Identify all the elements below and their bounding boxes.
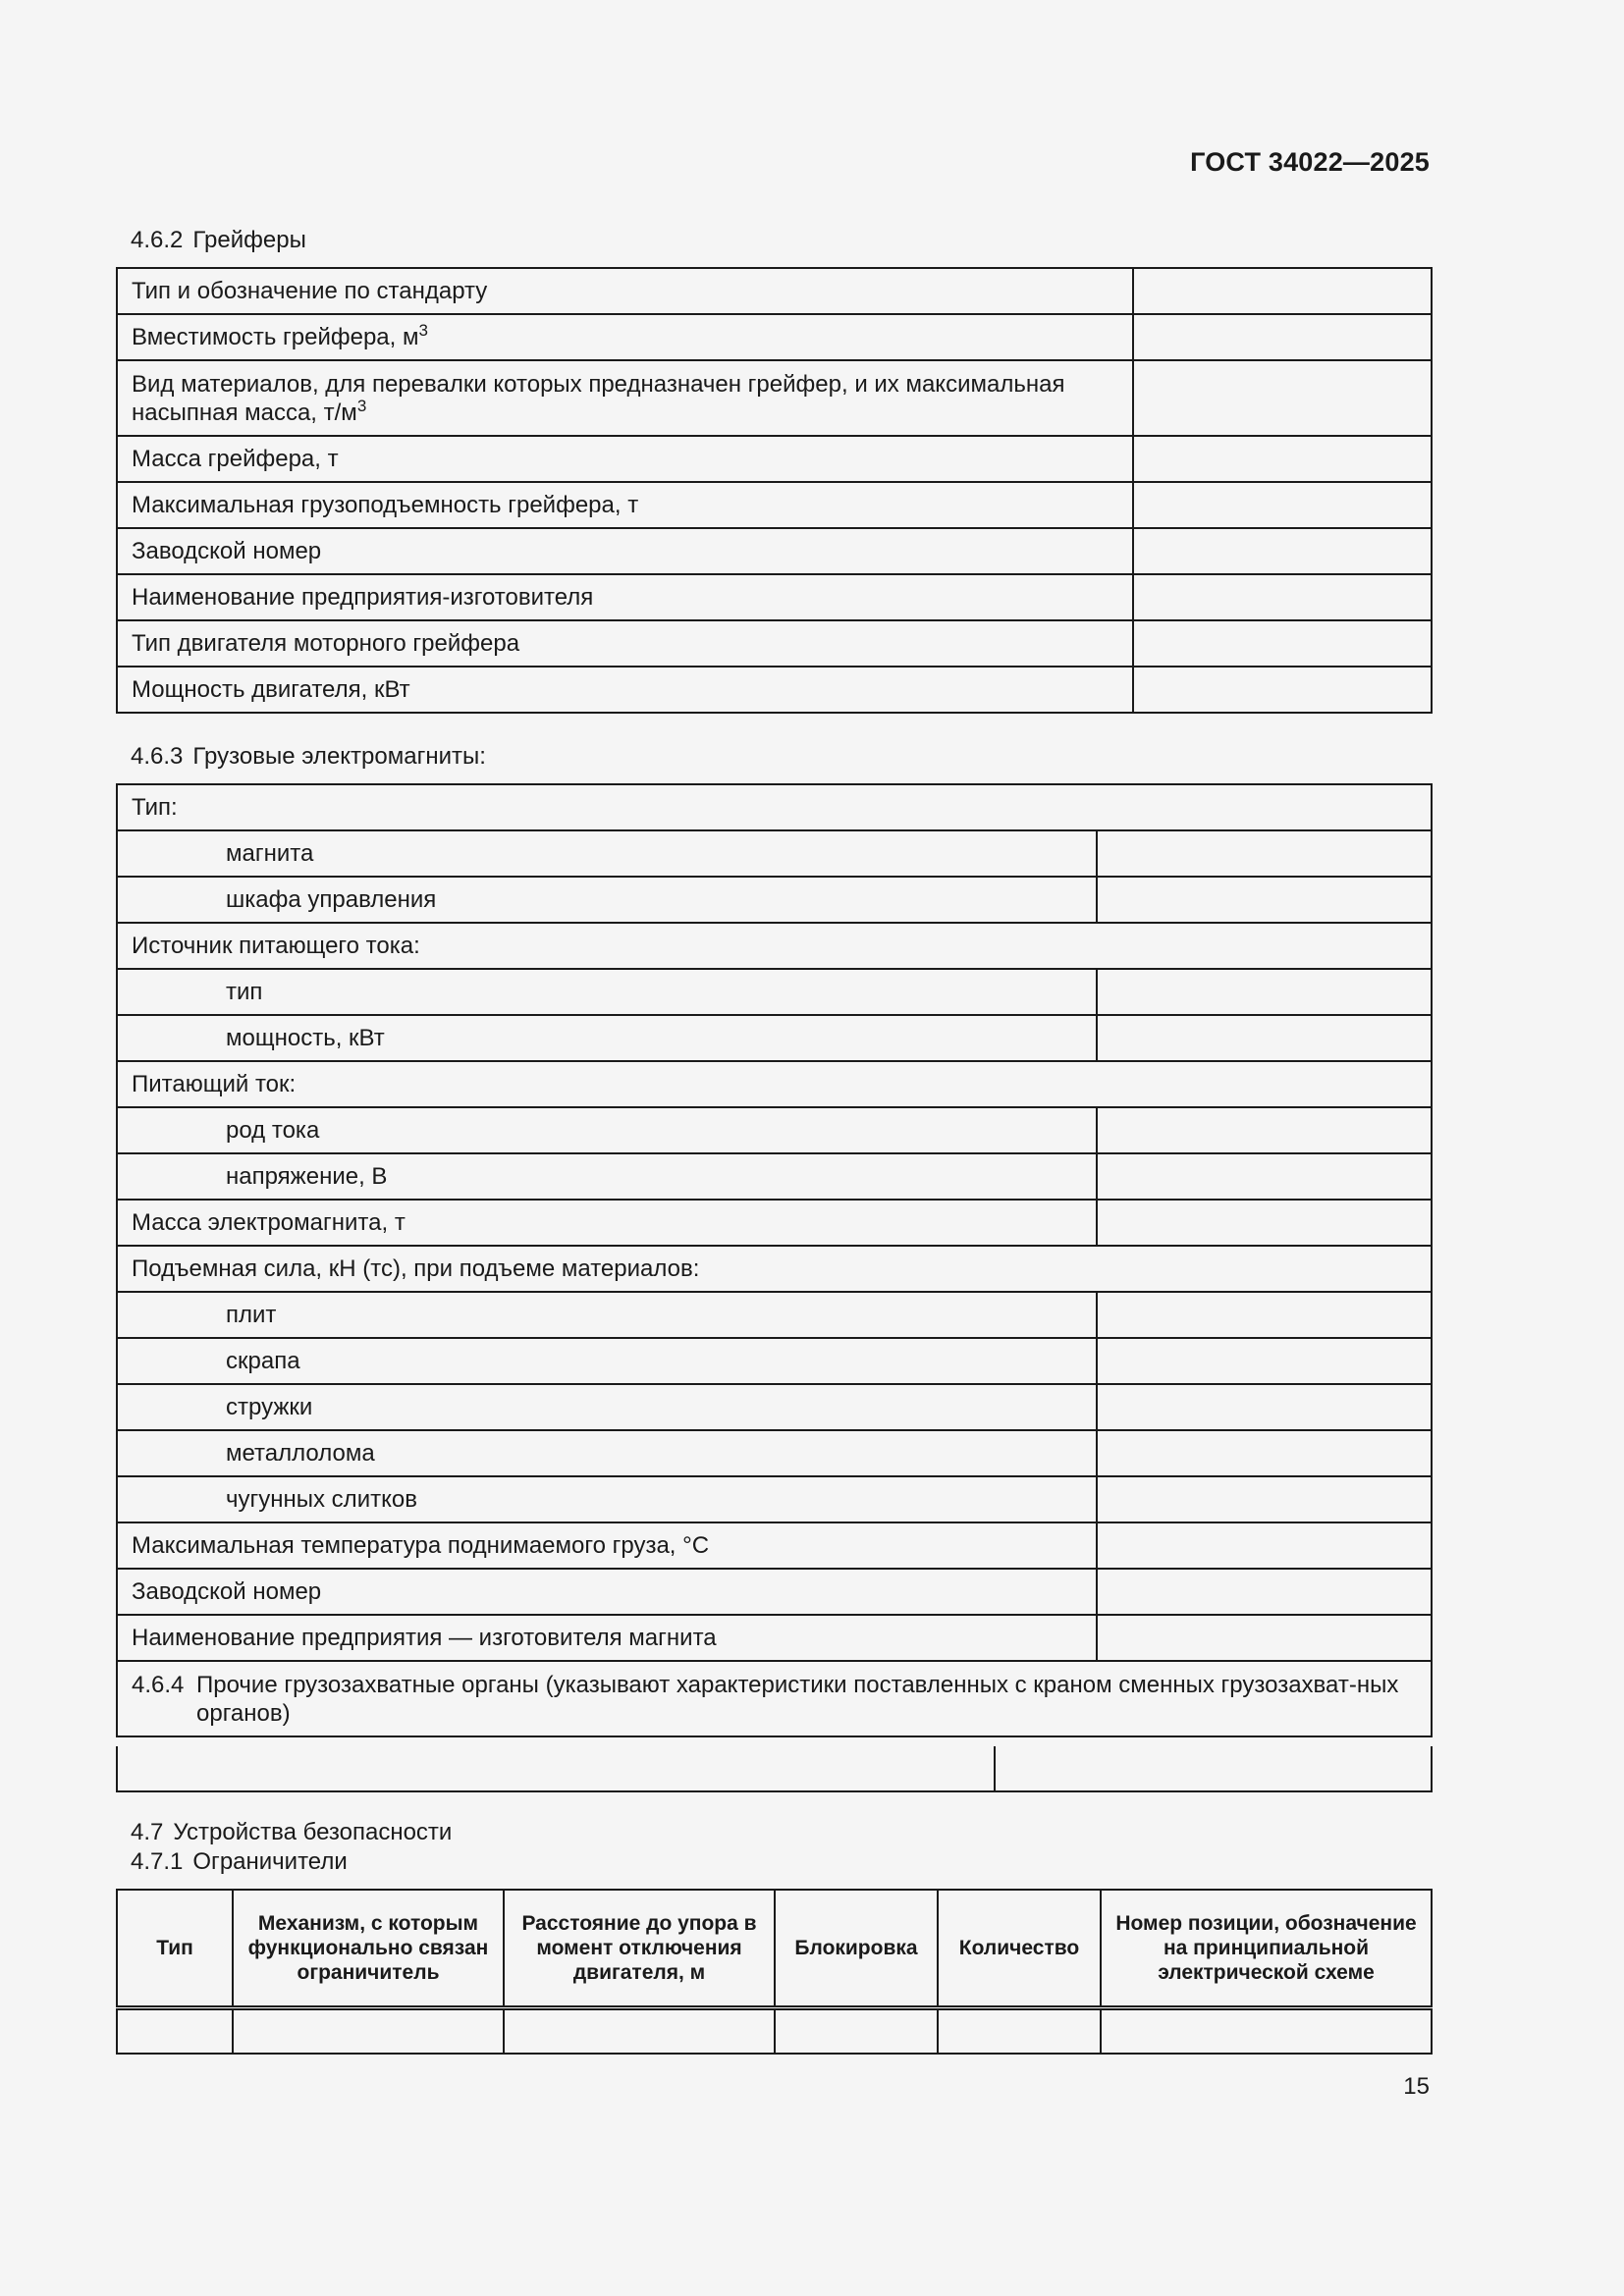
table-row — [117, 969, 1432, 1015]
row-label: стружки — [117, 1384, 1097, 1430]
table-header-row — [117, 1890, 1432, 2008]
value-cell[interactable] — [117, 2008, 233, 2055]
value-cell[interactable] — [1097, 1569, 1432, 1615]
table-row — [117, 436, 1432, 482]
column-header: Механизм, с которым функционально связан ограничитель — [233, 1890, 504, 2008]
superscript: 3 — [356, 396, 367, 415]
table-row — [117, 620, 1432, 667]
table-row — [117, 1476, 1432, 1522]
section-number: 4.7 — [131, 1819, 164, 1845]
value-cell[interactable] — [1101, 2008, 1432, 2055]
table-row — [117, 2008, 1432, 2055]
value-cell[interactable] — [1097, 830, 1432, 877]
table-row — [117, 268, 1432, 314]
group-header: Подъемная сила, кН (тс), при подъеме материалов: — [117, 1246, 1432, 1292]
value-cell[interactable] — [1097, 1153, 1432, 1200]
row-label: Масса грейфера, т — [117, 436, 1133, 482]
section-title: Устройства безопасности — [173, 1819, 453, 1845]
value-cell[interactable] — [1133, 667, 1432, 713]
limiters-table — [116, 1889, 1433, 2055]
value-cell[interactable] — [1133, 482, 1432, 528]
value-cell[interactable] — [1097, 1292, 1432, 1338]
row-label: мощность, кВт — [117, 1015, 1097, 1061]
table-row — [117, 1569, 1432, 1615]
table-row — [117, 1153, 1432, 1200]
column-header: Блокировка — [775, 1890, 938, 2008]
row-label: Заводской номер — [117, 528, 1133, 574]
page-number: 15 — [1403, 2073, 1430, 2100]
value-cell[interactable] — [1133, 314, 1432, 360]
value-cell[interactable] — [1133, 528, 1432, 574]
other-devices-table — [116, 1746, 1433, 1792]
row-label — [117, 314, 1133, 360]
value-cell[interactable] — [1133, 268, 1432, 314]
column-header: Расстояние до упора в момент отключения двигателя, м — [504, 1890, 775, 2008]
other-devices-header — [117, 1661, 1432, 1736]
table-row — [117, 482, 1432, 528]
value-cell[interactable] — [504, 2008, 775, 2055]
value-cell[interactable] — [1097, 1200, 1432, 1246]
value-cell[interactable] — [233, 2008, 504, 2055]
table-row — [117, 923, 1432, 969]
row-label: Максимальная грузоподъемность грейфера, т — [117, 482, 1133, 528]
section-number: 4.7.1 — [131, 1848, 184, 1875]
section-title: Прочие грузозахватные органы (указывают характеристики поставленных с краном сменных грузозахват-ных органов) — [196, 1671, 1399, 1727]
section-number: 4.6.3 — [131, 743, 184, 770]
section-title: Грейферы — [192, 227, 306, 253]
row-label: Тип двигателя моторного грейфера — [117, 620, 1133, 667]
superscript: 3 — [418, 321, 428, 340]
table-row — [117, 1061, 1432, 1107]
table-row — [117, 528, 1432, 574]
table-row — [117, 1522, 1432, 1569]
row-label: чугунных слитков — [117, 1476, 1097, 1522]
row-label: плит — [117, 1292, 1097, 1338]
row-label: скрапа — [117, 1338, 1097, 1384]
table-row — [117, 830, 1432, 877]
row-label: шкафа управления — [117, 877, 1097, 923]
row-label: Наименование предприятия — изготовителя магнита — [117, 1615, 1097, 1661]
column-header: Номер позиции, обозначение на принципиальной электрической схеме — [1101, 1890, 1432, 2008]
row-label: металлолома — [117, 1430, 1097, 1476]
group-header: Тип: — [117, 784, 1432, 830]
table-row — [117, 1246, 1432, 1292]
section-title: Грузовые электромагниты: — [192, 743, 486, 770]
table-row — [117, 877, 1432, 923]
section-heading-magnets — [131, 742, 486, 772]
value-cell[interactable] — [1097, 1107, 1432, 1153]
section-number: 4.6.4 — [132, 1671, 185, 1698]
table-row — [117, 360, 1432, 436]
value-cell[interactable] — [1133, 360, 1432, 436]
section-number: 4.6.2 — [131, 227, 184, 253]
document-id: ГОСТ 34022—2025 — [1190, 147, 1430, 177]
table-row — [117, 1107, 1432, 1153]
table-row — [117, 1746, 1432, 1791]
row-label: Заводской номер — [117, 1569, 1097, 1615]
value-cell[interactable] — [1097, 1522, 1432, 1569]
value-cell[interactable] — [1097, 969, 1432, 1015]
value-cell[interactable] — [1097, 877, 1432, 923]
value-cell[interactable] — [1097, 1015, 1432, 1061]
column-header: Тип — [117, 1890, 233, 2008]
row-label: напряжение, В — [117, 1153, 1097, 1200]
row-label: тип — [117, 969, 1097, 1015]
section-heading-safety — [131, 1818, 452, 1847]
row-label: Максимальная температура поднимаемого груза, °С — [117, 1522, 1097, 1569]
value-cell[interactable] — [1097, 1476, 1432, 1522]
value-cell[interactable] — [1097, 1615, 1432, 1661]
table-row — [117, 1661, 1432, 1736]
row-label: магнита — [117, 830, 1097, 877]
row-label-text: Вместимость грейфера, м — [132, 324, 419, 350]
magnets-table — [116, 783, 1433, 1737]
row-label: Тип и обозначение по стандарту — [117, 268, 1133, 314]
row-label: Наименование предприятия-изготовителя — [117, 574, 1133, 620]
table-row — [117, 1292, 1432, 1338]
value-cell[interactable] — [1133, 436, 1432, 482]
table-row — [117, 1200, 1432, 1246]
column-header: Количество — [938, 1890, 1101, 2008]
value-cell[interactable] — [1097, 1430, 1432, 1476]
row-label: Масса электромагнита, т — [117, 1200, 1097, 1246]
table-row — [117, 314, 1432, 360]
section-title: Ограничители — [192, 1848, 348, 1875]
value-cell[interactable] — [117, 1746, 995, 1791]
row-label: Мощность двигателя, кВт — [117, 667, 1133, 713]
value-cell[interactable] — [938, 2008, 1101, 2055]
table-row — [117, 1430, 1432, 1476]
value-cell[interactable] — [1097, 1338, 1432, 1384]
section-heading-grabs — [131, 226, 306, 255]
grabs-table — [116, 267, 1433, 714]
table-row — [117, 667, 1432, 713]
value-cell[interactable] — [1133, 620, 1432, 667]
table-row — [117, 1338, 1432, 1384]
row-label: род тока — [117, 1107, 1097, 1153]
row-label — [117, 360, 1133, 436]
table-row — [117, 574, 1432, 620]
row-label-text: Вид материалов, для перевалки которых предназначен грейфер, и их максимальная насыпная масса, т/м — [132, 370, 1065, 426]
section-heading-limiters — [131, 1847, 348, 1877]
group-header: Питающий ток: — [117, 1061, 1432, 1107]
group-header: Источник питающего тока: — [117, 923, 1432, 969]
table-row — [117, 1384, 1432, 1430]
value-cell[interactable] — [775, 2008, 938, 2055]
value-cell[interactable] — [1133, 574, 1432, 620]
value-cell[interactable] — [995, 1746, 1432, 1791]
value-cell[interactable] — [1097, 1384, 1432, 1430]
table-row — [117, 1615, 1432, 1661]
table-row — [117, 1015, 1432, 1061]
table-row — [117, 784, 1432, 830]
